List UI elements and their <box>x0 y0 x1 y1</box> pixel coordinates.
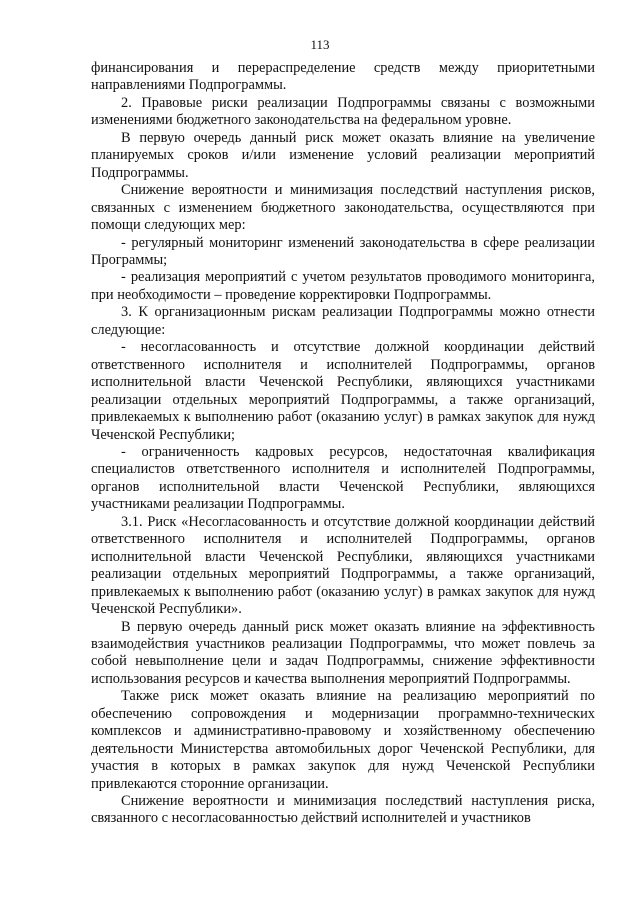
paragraph: Также риск может оказать влияние на реализацию мероприятий по обеспечению сопровождения и модернизации программно-технических комплексов и административно-правовому и хозяйственному обеспечению деятельности Министерства автомобильных дорог Чеченской Республики, для участия в которых в рамках закупок для нужд Чеченской Республики привлекаются сторонние организации. <box>91 688 595 792</box>
list-item: - реализация мероприятий с учетом результатов проводимого мониторинга, при необходимости – проведение корректировки Подпрограммы. <box>91 269 595 303</box>
paragraph: Снижение вероятности и минимизация последствий наступления рисков, связанных с изменением бюджетного законодательства, осуществляются при помощи следующих мер: <box>91 182 595 234</box>
paragraph: 3.1. Риск «Несогласованность и отсутствие должной координации действий ответственного исполнителя и исполнителей Подпрограммы, органов исполнительной власти Чеченской Республики, являющихся участниками реализации отдельных мероприятий Подпрограммы, а также организаций, привлекаемых к выполнению работ (оказанию услуг) в рамках закупок для нужд Чеченской Республики». <box>91 513 595 618</box>
paragraph: 2. Правовые риски реализации Подпрограммы связаны с возможными изменениями бюджетного законодательства на федеральном уровне. <box>91 94 595 129</box>
paragraph: Снижение вероятности и минимизация последствий наступления риска, связанного с несогласованностью действий исполнителей и участников <box>91 793 595 827</box>
paragraph: финансирования и перераспределение средств между приоритетными направлениями Подпрограммы. <box>91 60 595 94</box>
list-item: - несогласованность и отсутствие должной координации действий ответственного исполнителя и исполнителей Подпрограммы, органов исполнительной власти Чеченской Республики, являющихся участниками реализации отдельных мероприятий Подпрограммы, а также организаций, привлекаемых к выполнению работ (оказанию услуг) в рамках закупок для нужд Чеченской Республики; <box>91 339 595 443</box>
page-number: 113 <box>310 37 330 52</box>
paragraph: 3. К организационным рискам реализации Подпрограммы можно отнести следующие: <box>91 304 595 338</box>
paragraph: В первую очередь данный риск может оказать влияние на эффективность взаимодействия участников реализации Подпрограммы, что может повлечь за собой невыполнение цели и задач Подпрограммы, снижение эффективности использования ресурсов и качества выполнения мероприятий Подпрограммы. <box>91 618 595 687</box>
body-text <box>91 60 595 828</box>
list-item: - регулярный мониторинг изменений законодательства в сфере реализации Программы; <box>91 234 595 268</box>
list-item: - ограниченность кадровых ресурсов, недостаточная квалификация специалистов ответственного исполнителя и исполнителей Подпрограммы, органов исполнительной власти Чеченской Республики, являющихся участниками реализации Подпрограммы. <box>91 443 595 513</box>
paragraph: В первую очередь данный риск может оказать влияние на увеличение планируемых сроков и/или изменение условий реализации мероприятий Подпрограммы. <box>91 129 595 181</box>
